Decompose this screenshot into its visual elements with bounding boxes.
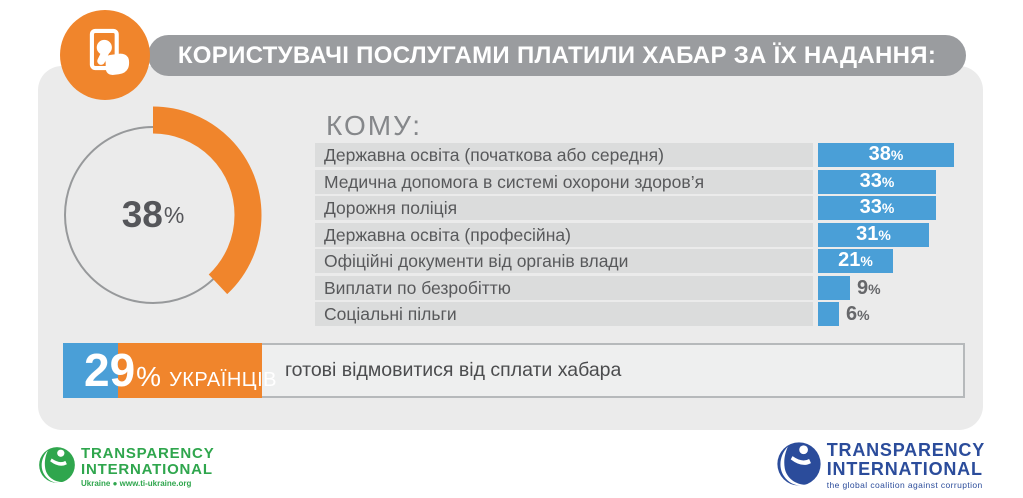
ti-ukraine-globe-icon — [38, 446, 76, 484]
bottom-stat — [84, 343, 277, 398]
chart-title: КОМУ: — [326, 110, 423, 141]
bar-row — [315, 170, 975, 194]
header-title: КОРИСТУВАЧІ ПОСЛУГАМИ ПЛАТИЛИ ХАБАР ЗА ЇХ НАДАННЯ: — [177, 41, 937, 69]
bar-value-label: 38% — [868, 143, 904, 165]
bar-row — [315, 196, 975, 220]
ti-global-logo-text — [827, 441, 985, 490]
bottom-stat-group: УКРАЇНЦІВ — [169, 369, 277, 391]
bottom-stat-unit: % — [136, 361, 162, 392]
bar — [818, 302, 839, 326]
ti-global-line1: TRANSPARENCY — [826, 440, 985, 460]
bar-category-label: Соціальні пільги — [315, 302, 813, 326]
bar-category-label: Державна освіта (професійна) — [315, 223, 813, 247]
bar-row — [315, 276, 975, 300]
bar-track — [818, 276, 881, 300]
hand-giving-banknote-icon — [60, 10, 150, 100]
bottom-banner — [63, 343, 965, 398]
ti-ukraine-line1: TRANSPARENCY — [81, 445, 215, 462]
bar-category-label: Медична допомога в системі охорони здоров’я — [315, 170, 813, 194]
bar-track — [818, 170, 936, 194]
bar-track — [818, 196, 936, 220]
ti-global-line2: INTERNATIONAL — [826, 458, 983, 479]
ti-ukraine-logo — [38, 446, 215, 488]
bar-track — [818, 223, 929, 247]
ti-global-tagline: the global coalition against corruption — [826, 480, 983, 491]
bar — [818, 170, 936, 194]
bar — [818, 143, 954, 167]
bar — [818, 223, 929, 247]
ti-global-globe-icon — [776, 441, 822, 487]
bar-row — [315, 223, 975, 247]
ti-global-logo — [776, 441, 985, 490]
bar — [818, 276, 850, 300]
ti-ukraine-line2: INTERNATIONAL — [81, 460, 213, 478]
ti-ukraine-tagline: Ukraine ● www.ti-ukraine.org — [81, 479, 192, 489]
bar-value-label: 9% — [857, 276, 881, 299]
bar-value-label: 21% — [838, 249, 873, 271]
bar-category-label: Виплати по безробіттю — [315, 276, 813, 300]
bar — [818, 249, 893, 273]
bar-value-label: 6% — [846, 303, 870, 325]
ti-ukraine-logo-text — [81, 446, 215, 488]
bar-value-label: 33% — [859, 169, 895, 192]
bar-row — [315, 249, 975, 273]
bar-category-label: Державна освіта (початкова або середня) — [315, 143, 813, 167]
bar-chart — [315, 143, 975, 329]
donut-chart — [43, 105, 263, 325]
bar-value-label: 33% — [859, 196, 895, 218]
bar-track — [818, 143, 954, 167]
donut-value-label: 38 % — [121, 194, 185, 235]
bar-track — [818, 302, 870, 326]
banknote-hand-glyph — [74, 24, 136, 86]
bar-row — [315, 143, 975, 167]
bottom-strip-text: готові відмовитися від сплати хабара — [285, 359, 622, 381]
header-banner — [148, 35, 966, 76]
bar-value-label: 31% — [856, 222, 891, 245]
bar — [818, 196, 936, 220]
bottom-stat-value: 29 — [84, 344, 136, 396]
bar-category-label: Дорожня поліція — [315, 196, 813, 220]
bar-category-label: Офіційні документи від органів влади — [315, 249, 813, 273]
bar-row — [315, 302, 975, 326]
bar-track — [818, 249, 893, 273]
